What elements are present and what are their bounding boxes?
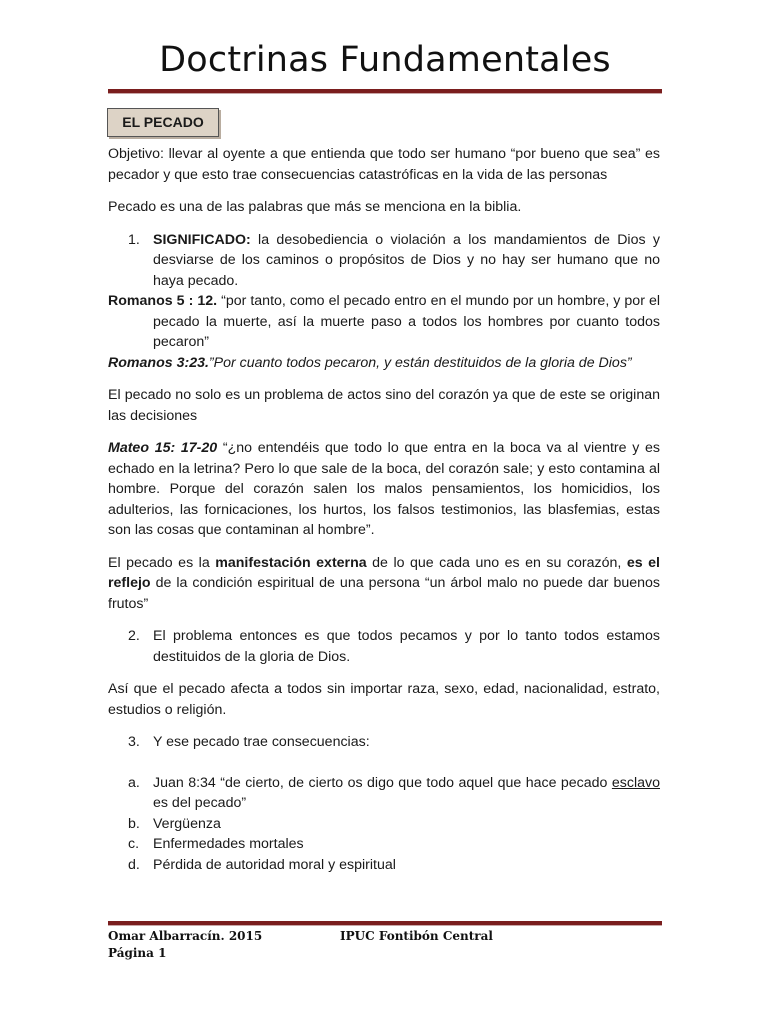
section-heading: EL PECADO — [107, 108, 219, 137]
list-item-text: Y ese pecado trae consecuencias: — [153, 734, 370, 750]
list-item-b — [108, 814, 660, 835]
verse-text: “por tanto, como el pecado entro en el mundo por un hombre, y por el pecado la muerte, así la muerte paso a todos los hombres por cuanto todos pecaron” — [153, 293, 660, 350]
bold-run: es el reflejo — [108, 554, 660, 591]
document-body — [108, 144, 660, 875]
manifestation-paragraph — [108, 553, 660, 615]
list-number: 3. — [128, 734, 140, 750]
footer-church: IPUC Fontibón Central — [340, 929, 493, 943]
list-letter: c. — [128, 836, 140, 852]
list-letter: b. — [128, 815, 140, 832]
list-item-text: la desobediencia o violación a los mandamientos de Dios y desviarse de los caminos o propósitos de Dios y no hay ser humano que no haya pecado. — [153, 231, 660, 289]
verse-mateo — [108, 438, 660, 541]
verse-romanos-5-12 — [108, 291, 660, 353]
list-item-bold: SIGNIFICADO: — [153, 231, 251, 248]
verse-reference: Mateo 15: 17-20 — [108, 440, 218, 456]
text-run: El pecado es la — [108, 554, 216, 571]
footer-rule — [108, 921, 662, 925]
list-item-3 — [108, 732, 660, 753]
footer-page-number: Página 1 — [108, 946, 167, 960]
consequences-list — [108, 773, 660, 876]
list-item-1 — [108, 230, 660, 292]
list-number: 1. — [128, 231, 140, 248]
list-number: 2. — [128, 628, 140, 644]
list-letter: a. — [128, 774, 140, 791]
list-item-text: Enfermedades mortales — [153, 836, 304, 852]
list-item-text: Vergüenza — [153, 815, 221, 832]
text-run: es del pecado” — [153, 795, 247, 811]
text-run: Juan 8:34 “de cierto, de cierto os digo que todo aquel que hace pecado — [153, 774, 612, 791]
text-run: de la condición espiritual de una persona “un árbol malo no puede dar buenos frutos” — [108, 575, 660, 612]
verse-reference: Romanos 5 : 12. — [108, 293, 218, 309]
list-letter: d. — [128, 856, 140, 873]
underlined-word: esclavo — [611, 774, 660, 791]
list-item-text: El problema entonces es que todos pecamos y por lo tanto todos estamos destituidos de la gloria de Dios. — [153, 628, 660, 665]
footer-author: Omar Albarracín. 2015 — [108, 929, 263, 943]
everyone-paragraph: Así que el pecado afecta a todos sin importar raza, sexo, edad, nacionalidad, estrato, estudios o religión. — [108, 681, 660, 718]
intro-paragraph: Pecado es una de las palabras que más se menciona en la biblia. — [108, 199, 522, 215]
document-title: Doctrinas Fundamentales — [159, 40, 611, 80]
bold-run: manifestación externa — [215, 554, 367, 571]
verse-text: ”Por cuanto todos pecaron, y están destituidos de la gloria de Dios” — [208, 354, 632, 371]
list-item-text: Pérdida de autoridad moral y espiritual — [153, 856, 396, 873]
heart-paragraph: El pecado no solo es un problema de actos sino del corazón ya que de este se originan las decisiones — [108, 387, 660, 424]
verse-reference: Romanos 3:23. — [108, 354, 209, 371]
verse-romanos-3-23 — [108, 353, 660, 374]
list-item-d — [108, 855, 660, 876]
list-item-c — [108, 834, 660, 855]
header-rule — [108, 89, 662, 93]
verse-text: “¿no entendéis que todo lo que entra en la boca va al vientre y es echado en la letrina? Pero lo que sale de la boca, del corazón sale; y esto contamina al hombre. Porque del corazón salen los malos pensamientos, los homicidios, los adulterios, las fornicaciones, los hurtos, los falsos testimonios, las blasfemias, estas son las cosas que contaminan al hombre”. — [108, 440, 660, 538]
text-run: de lo que cada uno es en su corazón, — [366, 554, 627, 571]
list-item-a — [108, 773, 660, 814]
list-item-2 — [108, 626, 660, 667]
objective-paragraph: Objetivo: llevar al oyente a que entienda que todo ser humano “por bueno que sea” es pecador y que esto trae consecuencias catastróficas en la vida de las personas — [108, 146, 660, 183]
